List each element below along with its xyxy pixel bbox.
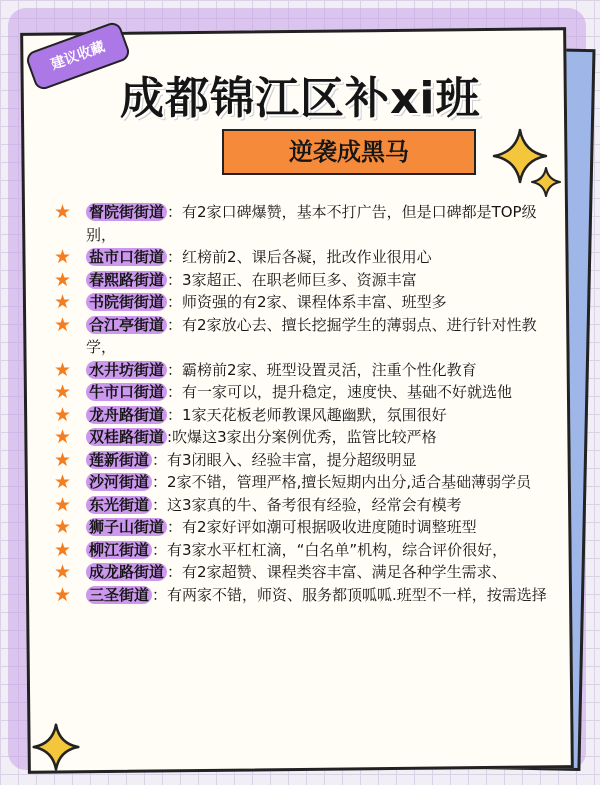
list-item: [50, 381, 560, 404]
item-description: 有2家好评如潮可根据吸收进度随时调整班型: [182, 518, 477, 536]
separator: :: [167, 428, 173, 446]
star-icon: ★: [54, 201, 72, 223]
separator: ：: [167, 405, 183, 424]
star-icon: ★: [54, 516, 72, 538]
street-name: 东光街道: [86, 496, 152, 514]
street-name: 狮子山街道: [86, 518, 167, 536]
street-name: 成龙路街道: [86, 563, 167, 581]
separator: ：: [167, 563, 183, 581]
item-description: 霸榜前2家、班型设置灵活，注重个性化教育: [182, 360, 477, 379]
item-description: 1家天花板老师教课风趣幽默，氛围很好: [182, 405, 447, 424]
separator: ：: [152, 585, 168, 604]
list-item: [50, 539, 560, 562]
separator: ：: [152, 495, 168, 514]
street-name: 三圣街道: [86, 586, 152, 604]
street-name: 书院街街道: [86, 293, 167, 311]
list-item: [50, 246, 560, 269]
star-icon: ★: [54, 313, 72, 336]
item-description: 有一家可以，提升稳定，速度快、基础不好就选他: [182, 383, 513, 401]
list-item: [50, 269, 560, 292]
star-icon: ★: [54, 403, 72, 426]
street-name: 督院街街道: [86, 203, 167, 221]
star-icon: ★: [54, 493, 72, 516]
separator: ：: [167, 248, 183, 266]
star-icon: ★: [54, 291, 72, 313]
item-description: 有两家不错，师资、服务都顶呱呱.班型不一样，按需选择: [167, 585, 547, 604]
separator: ：: [167, 293, 183, 311]
list-item: [50, 494, 560, 517]
street-name: 合江亭街道: [86, 316, 167, 334]
separator: ：: [152, 473, 168, 491]
street-name: 沙河街道: [86, 473, 152, 491]
star-icon: ★: [54, 246, 72, 268]
list-item: [50, 291, 560, 314]
star-icon: ★: [54, 268, 72, 291]
street-name: 牛市口街道: [86, 383, 167, 401]
list-item: [50, 584, 560, 607]
street-name: 柳江街道: [86, 541, 152, 559]
separator: ：: [167, 360, 183, 379]
page-subtitle: 逆袭成黑马: [222, 129, 476, 175]
separator: ：: [167, 203, 183, 221]
item-description: 这3家真的牛、备考很有经验，经常会有模考: [167, 495, 462, 514]
list-item: [50, 449, 560, 472]
star-icon: ★: [54, 426, 72, 448]
item-description: 3家超正、在职老师巨多、资源丰富: [182, 270, 417, 289]
list-item: [50, 314, 560, 359]
street-name: 水井坊街道: [86, 361, 167, 379]
item-description: 红榜前2、课后各凝，批改作业很用心: [182, 248, 432, 266]
sparkle-star-small-icon: [531, 167, 561, 197]
bookmark-badge: 建议收藏: [24, 20, 132, 92]
list-item: [50, 359, 560, 382]
star-icon: ★: [54, 538, 72, 561]
list-item: [50, 561, 560, 584]
separator: ：: [167, 383, 183, 401]
item-description: 吹爆这3家出分案例优秀，监管比较严格: [172, 428, 437, 446]
item-description: 2家不错，管理严格,擅长短期内出分,适合基础薄弱学员: [167, 473, 532, 491]
list-item: [50, 201, 560, 246]
star-icon: ★: [54, 358, 72, 381]
star-icon: ★: [54, 381, 72, 403]
list-item: [50, 404, 560, 427]
star-icon: ★: [54, 583, 72, 606]
street-name: 莲新街道: [86, 451, 152, 469]
item-description: 师资强的有2家、课程体系丰富、班型多: [182, 293, 447, 311]
separator: ：: [167, 518, 183, 536]
sparkle-star-bottom-icon: [32, 723, 80, 771]
star-icon: ★: [54, 561, 72, 583]
item-description: 有2家放心去、擅长挖掘学生的薄弱点、进行针对性教学，: [86, 315, 537, 356]
list-item: [50, 426, 560, 449]
separator: ：: [167, 315, 183, 334]
item-description: 有3闭眼入、经验丰富，提分超级明显: [167, 450, 417, 469]
separator: ：: [167, 270, 183, 289]
item-description: 有2家超赞、课程类容丰富、满足各种学生需求、: [182, 563, 507, 581]
separator: ：: [152, 450, 168, 469]
tutoring-list: [50, 201, 560, 606]
separator: ：: [152, 540, 168, 559]
star-icon: ★: [54, 471, 72, 493]
street-name: 春熙路街道: [86, 271, 167, 289]
list-item: [50, 516, 560, 539]
list-item: [50, 471, 560, 494]
street-name: 盐市口街道: [86, 248, 167, 266]
item-description: 有2家口碑爆赞，基本不打广告，但是口碑都是TOP级别，: [86, 203, 537, 244]
page-title: 成都锦江区补xi班: [120, 73, 481, 124]
street-name: 双桂路街道: [86, 428, 167, 446]
item-description: 有3家水平杠杠滴，“白名单”机构，综合评价很好，: [167, 540, 508, 559]
star-icon: ★: [54, 448, 72, 471]
street-name: 龙舟路街道: [86, 406, 167, 424]
